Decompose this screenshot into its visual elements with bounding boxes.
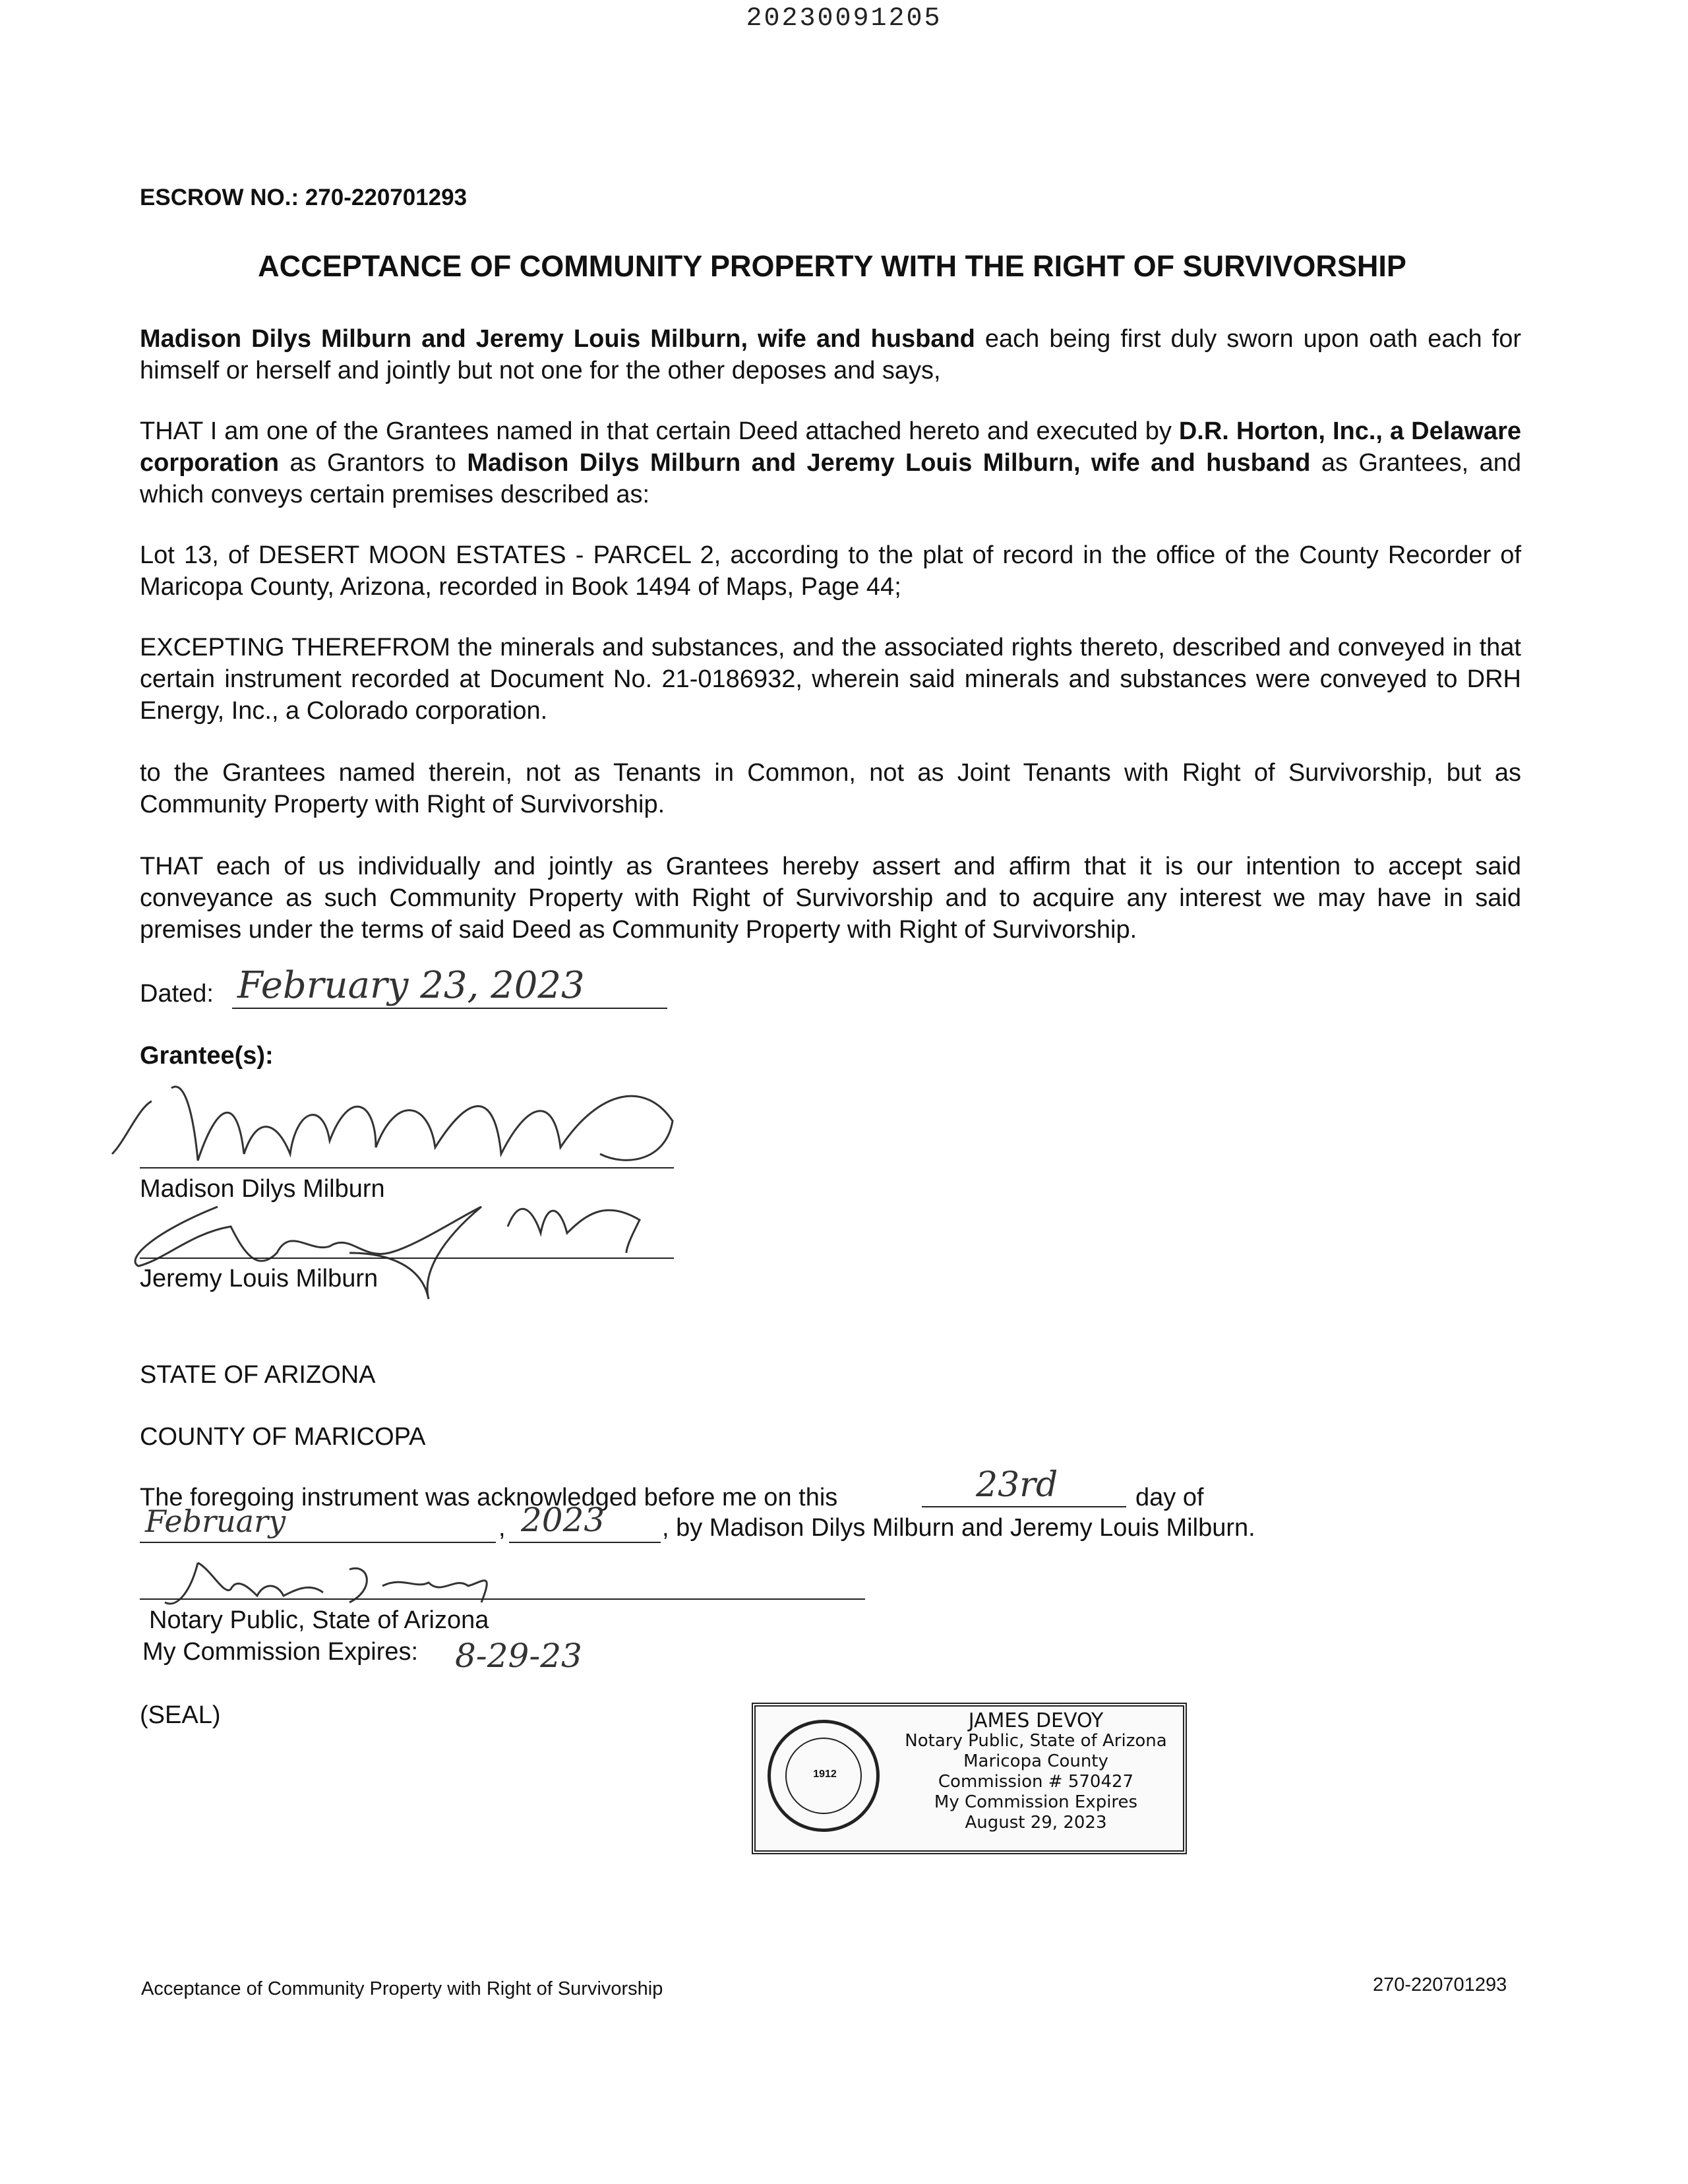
seal-year: 1912 [813, 1769, 837, 1780]
stamp-line-5: My Commission Expires [934, 1792, 1138, 1812]
acknowledgment-text-a: The foregoing instrument was acknowledged before me on this [140, 1484, 838, 1511]
stamp-line-2: Notary Public, State of Arizona [905, 1731, 1167, 1751]
commission-label: My Commission Expires: [142, 1638, 419, 1666]
dated-label: Dated: [140, 980, 214, 1008]
dated-handwritten: February 23, 2023 [237, 964, 585, 1007]
deed-text-b: as Grantors to [279, 449, 467, 477]
signature-madison [99, 1062, 692, 1174]
grantees-names-2: Madison Dilys Milburn and Jeremy Louis Milburn, wife and husband [467, 449, 1311, 477]
ack-year-handwritten: 2023 [521, 1501, 605, 1539]
deposition-paragraph [140, 323, 1521, 386]
deed-paragraph [140, 415, 1521, 510]
notary-stamp [752, 1703, 1187, 1854]
seal-label: (SEAL) [140, 1701, 221, 1729]
escrow-value: 270-220701293 [305, 185, 467, 210]
document-title: ACCEPTANCE OF COMMUNITY PROPERTY WITH THE RIGHT OF SURVIVORSHIP [258, 249, 1406, 283]
grantor-name: D.R. Horton, Inc., a Delaware corporation [140, 417, 1522, 477]
stamp-line-6: August 29, 2023 [965, 1813, 1107, 1833]
ack-day-handwritten: 23rd [976, 1465, 1058, 1505]
escrow-number [140, 185, 467, 211]
grantees-label: Grantee(s): [140, 1042, 274, 1070]
tenancy-paragraph: to the Grantees named therein, not as Tenants in Common, not as Joint Tenants with Right of Survivorship, but as Community Property with Right of Survivorship. [140, 759, 1521, 818]
exception-paragraph: EXCEPTING THEREFROM the minerals and substances, and the associated rights thereto, described and conveyed in that certain instrument recorded at Document No. 21-0186932, wherein said minerals and substances were conveyed to DRH Energy, Inc., a Colorado corporation. [140, 634, 1521, 725]
signature-line-2 [140, 1258, 674, 1259]
affirmation-paragraph: THAT each of us individually and jointly as Grantees hereby assert and affirm that it is our intention to accept said conveyance as such Community Property with Right of Survivorship and to acquire any interest we may have in said premises under the terms of said Deed as Community Property with Right of Survivorship. [140, 853, 1521, 944]
arizona-seal-icon [768, 1720, 880, 1832]
legal-description: Lot 13, of DESERT MOON ESTATES - PARCEL 2, according to the plat of record in the office of the County Recorder of Maricopa County, Arizona, recorded in Book 1494 of Maps, Page 44; [140, 541, 1521, 601]
escrow-label: ESCROW NO.: [140, 185, 299, 210]
notary-title: Notary Public, State of Arizona [149, 1606, 489, 1634]
state-label: STATE OF ARIZONA [140, 1361, 376, 1389]
stamp-line-3: Maricopa County [963, 1751, 1108, 1771]
grantees-names: Madison Dilys Milburn and Jeremy Louis Milburn, wife and husband [140, 325, 975, 353]
stamp-name: JAMES DEVOY [968, 1709, 1104, 1732]
acknowledgment-text-c: , by Madison Dilys Milburn and Jeremy Louis Milburn. [662, 1514, 1255, 1542]
signature-line-1 [140, 1167, 674, 1168]
signer-2-name: Jeremy Louis Milburn [140, 1265, 378, 1292]
deed-text-c: as Grantees, and which conveys certain premises described as: [140, 449, 1521, 508]
county-label: COUNTY OF MARICOPA [140, 1423, 426, 1451]
stamp-text [888, 1711, 1184, 1833]
signer-1-name: Madison Dilys Milburn [140, 1175, 385, 1203]
acknowledgment-text-b: day of [1135, 1484, 1204, 1511]
notary-signature-line [140, 1598, 865, 1600]
ack-month-handwritten: February [145, 1503, 286, 1539]
deposition-text: each being first duly sworn upon oath each for himself or herself and jointly but not one for the other deposes and says, [140, 325, 1521, 384]
ack-comma: , [498, 1514, 506, 1542]
deed-text-a: THAT I am one of the Grantees named in that certain Deed attached hereto and executed by [140, 417, 1179, 445]
commission-handwritten: 8-29-23 [455, 1637, 582, 1675]
seal-inner-ring [785, 1738, 862, 1814]
recording-number: 20230091205 [746, 4, 942, 34]
footer-title: Acceptance of Community Property with Right of Survivorship [141, 1978, 663, 1999]
footer-escrow-number: 270-220701293 [1373, 1974, 1507, 1995]
stamp-line-4: Commission # 570427 [938, 1772, 1134, 1792]
